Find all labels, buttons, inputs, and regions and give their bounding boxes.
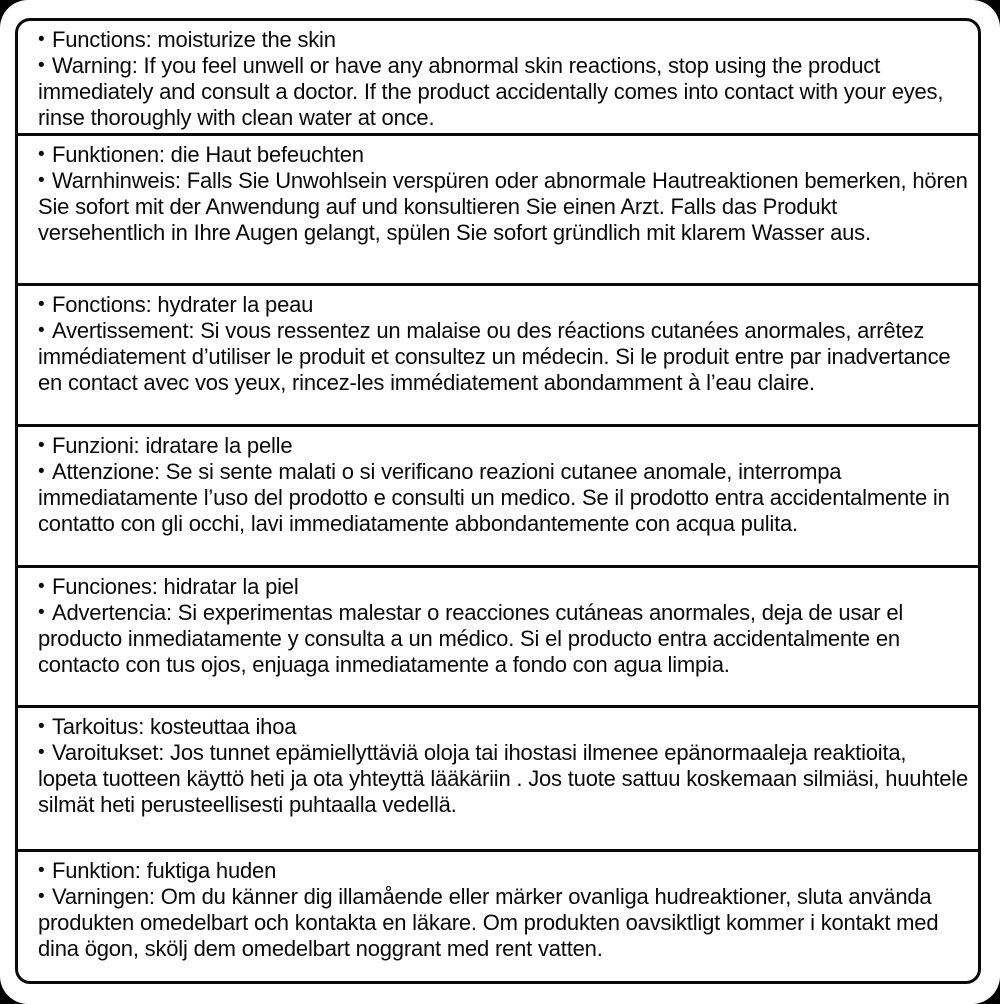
- function-line: [38, 858, 970, 884]
- function-line: [38, 27, 970, 53]
- function-text: Functions: moisturize the skin: [52, 27, 336, 52]
- warning-text: Varningen: Om du känner dig illamående eller märker ovanliga hudreaktioner, sluta använda produkten omedelbart och kontakta en läkare. Om produkten oavsiktligt kommer i kontakt med dina ögon, skölj dem omedelbart noggrant med rent vatten.: [38, 884, 939, 961]
- function-line: [38, 142, 970, 168]
- bullet-marker: •: [38, 170, 45, 191]
- bullet-marker: •: [38, 29, 45, 50]
- warning-text: Varoitukset: Jos tunnet epämiellyttäviä oloja tai ihostasi ilmenee epänormaaleja reaktioita, lopeta tuotteen käyttö heti ja ota yhteyttä lääkäriin . Jos tuote sattuu koskemaan silmiäsi, huuhtele silmät heti perusteellisesti puhtaalla vedellä.: [38, 740, 969, 817]
- warning-text: Warnhinweis: Falls Sie Unwohlsein verspüren oder abnormale Hautreaktionen bemerken, hören Sie sofort mit der Anwendung auf und konsultieren Sie einen Arzt. Falls das Produkt versehentlich in Ihre Augen gelangt, spülen Sie sofort gründlich mit klarem Wasser aus.: [38, 168, 968, 245]
- warning-line: [38, 740, 970, 818]
- label-section-swedish: [18, 849, 978, 984]
- bullet-marker: •: [38, 886, 45, 907]
- warning-text: Warning: If you feel unwell or have any abnormal skin reactions, stop using the product immediately and consult a doctor. If the product accidentally comes into contact with your eyes, rinse thoroughly with clean water at once.: [38, 53, 944, 130]
- bullet-marker: •: [38, 294, 45, 315]
- function-text: Funzioni: idratare la pelle: [52, 433, 293, 458]
- warning-text: Advertencia: Si experimentas malestar o reacciones cutáneas anormales, deja de usar el producto inmediatamente y consulta a un médico. Si el producto entra accidentalmente en contacto con tus ojos, enjuaga inmediatamente a fondo con agua limpia.: [38, 600, 904, 677]
- function-line: [38, 433, 970, 459]
- warning-line: [38, 318, 970, 396]
- warning-line: [38, 459, 970, 537]
- function-text: Funktionen: die Haut befeuchten: [52, 142, 364, 167]
- function-text: Funciones: hidratar la piel: [52, 574, 299, 599]
- function-line: [38, 574, 970, 600]
- warning-line: [38, 168, 970, 246]
- function-line: [38, 292, 970, 318]
- label-section-english: [18, 21, 978, 133]
- warning-text: Attenzione: Se si sente malati o si verificano reazioni cutanee anomale, interrompa immediatamente l’uso del prodotto e consulti un medico. Se il prodotto entra accidentalmente in contatto con gli occhi, lavi immediatamente abbondantemente con acqua pulita.: [38, 459, 950, 536]
- bullet-marker: •: [38, 716, 45, 737]
- warning-text: Avertissement: Si vous ressentez un malaise ou des réactions cutanées anormales, arrêtez immédiatement d’utiliser le produit et consultez un médecin. Si le produit entre par inadvertance en contact avec vos yeux, rincez-les immédiatement abondamment à l’eau claire.: [38, 318, 951, 395]
- bullet-marker: •: [38, 860, 45, 881]
- function-text: Fonctions: hydrater la peau: [52, 292, 314, 317]
- label-section-spanish: [18, 565, 978, 705]
- bullet-marker: •: [38, 576, 45, 597]
- warning-line: [38, 600, 970, 678]
- bullet-marker: •: [38, 55, 45, 76]
- label-section-french: [18, 283, 978, 424]
- warning-line: [38, 884, 970, 962]
- function-line: [38, 714, 970, 740]
- product-warning-label-card: [15, 18, 981, 984]
- function-text: Funktion: fuktiga huden: [52, 858, 277, 883]
- warning-line: [38, 53, 970, 131]
- bullet-marker: •: [38, 144, 45, 165]
- bullet-marker: •: [38, 602, 45, 623]
- bullet-marker: •: [38, 320, 45, 341]
- bullet-marker: •: [38, 461, 45, 482]
- bullet-marker: •: [38, 742, 45, 763]
- label-section-italian: [18, 424, 978, 565]
- label-section-german: [18, 133, 978, 283]
- function-text: Tarkoitus: kosteuttaa ihoa: [52, 714, 297, 739]
- bullet-marker: •: [38, 435, 45, 456]
- label-section-finnish: [18, 705, 978, 849]
